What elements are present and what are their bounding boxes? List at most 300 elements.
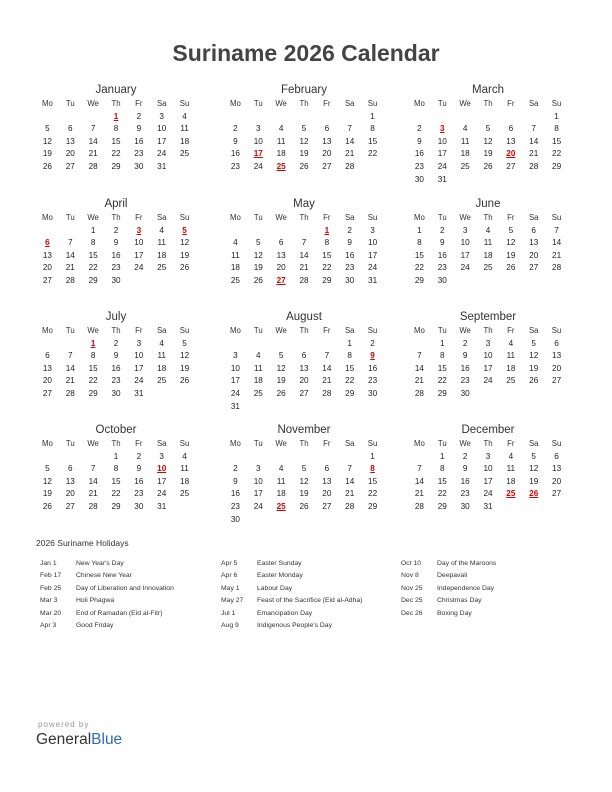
- holiday-item: [40, 558, 220, 570]
- weekday-header: Sa: [156, 326, 167, 335]
- day-cell: 16: [134, 476, 144, 486]
- day-cell: 18: [506, 476, 516, 486]
- day-cell: 12: [253, 250, 263, 260]
- day-cell: 28: [65, 275, 75, 285]
- month-days-grid: [224, 438, 384, 526]
- day-cell: 23: [134, 149, 144, 159]
- day-cell: 26: [506, 263, 516, 273]
- weekday-header: Fr: [507, 326, 515, 335]
- empty-day-cell: [224, 451, 247, 464]
- day-cell: 7: [347, 464, 352, 474]
- day-cell: 2: [417, 124, 422, 134]
- weekday-header: Mo: [414, 326, 425, 335]
- day-cell: 11: [180, 124, 189, 134]
- day-cell: 16: [230, 489, 240, 499]
- day-cell: 29: [88, 388, 98, 398]
- day-cell: 8: [370, 124, 375, 134]
- day-cell: 31: [157, 161, 167, 171]
- month-days-grid: [408, 438, 568, 514]
- day-cell: 24: [157, 489, 167, 499]
- month-name: November: [277, 424, 331, 436]
- empty-day-cell: [522, 111, 545, 124]
- month-days-grid: [224, 325, 384, 413]
- day-cell: 10: [230, 363, 240, 373]
- day-cell: 24: [230, 388, 240, 398]
- day-cell: 28: [88, 161, 98, 171]
- holiday-date: Dec 25: [401, 597, 423, 605]
- day-cell: 25: [230, 275, 240, 285]
- weekday-header: Mo: [414, 439, 425, 448]
- empty-day-cell: [270, 338, 293, 351]
- day-cell: 30: [345, 275, 355, 285]
- weekday-header: Mo: [230, 326, 241, 335]
- day-cell: 30: [368, 388, 378, 398]
- day-cell: 22: [88, 376, 98, 386]
- holiday-item: [221, 558, 401, 570]
- day-cell: 30: [414, 174, 424, 184]
- day-cell: 8: [90, 351, 96, 361]
- month-name: October: [95, 424, 137, 436]
- day-cell: 13: [529, 238, 539, 248]
- day-cell: 28: [414, 501, 424, 511]
- holiday-name: Easter Sunday: [257, 560, 302, 567]
- day-cell: 15: [345, 363, 355, 373]
- weekday-header: Sa: [344, 326, 355, 335]
- weekday-header: Su: [551, 213, 562, 222]
- weekday-header: Tu: [437, 213, 447, 222]
- day-cell: 4: [182, 451, 187, 461]
- weekday-header: We: [87, 99, 99, 108]
- empty-day-cell: [293, 111, 316, 124]
- month-name: April: [104, 198, 128, 210]
- day-cell: 20: [552, 363, 562, 373]
- day-cell: 18: [157, 363, 167, 373]
- holiday-name: Labour Day: [257, 584, 293, 592]
- day-cell: 8: [417, 238, 422, 248]
- day-cell: 15: [111, 476, 121, 486]
- day-cell: 2: [233, 464, 238, 474]
- day-cell: 19: [529, 363, 539, 373]
- weekday-header: Su: [179, 439, 190, 448]
- day-cell: 10: [368, 238, 378, 248]
- empty-day-cell: [82, 111, 105, 124]
- day-cell: 30: [111, 275, 121, 285]
- empty-day-cell: [247, 451, 270, 464]
- weekday-header: We: [87, 439, 99, 448]
- empty-day-cell: [499, 111, 522, 124]
- day-cell: 5: [301, 464, 307, 474]
- empty-day-cell: [408, 338, 431, 351]
- day-cell: 16: [460, 476, 470, 486]
- empty-day-cell: [431, 111, 454, 124]
- day-cell: 27: [552, 376, 562, 386]
- day-cell: 15: [368, 136, 378, 146]
- day-cell: 7: [417, 351, 422, 361]
- weekday-header: Sa: [156, 213, 167, 222]
- day-cell: 24: [460, 263, 470, 273]
- empty-day-cell: [338, 451, 361, 464]
- day-cell: 21: [345, 149, 355, 159]
- day-cell: 27: [529, 263, 539, 273]
- holiday-name: Deepavali: [437, 572, 468, 580]
- holiday-date: Nov 8: [401, 572, 419, 580]
- day-cell: 19: [483, 149, 493, 159]
- month-october: [36, 423, 196, 514]
- weekday-header: We: [459, 213, 471, 222]
- day-cell: 6: [278, 238, 284, 248]
- day-cell: 7: [90, 124, 96, 134]
- day-cell: 8: [90, 238, 96, 248]
- day-cell: 27: [299, 388, 309, 398]
- day-cell: 16: [111, 363, 121, 373]
- day-cell: 5: [45, 464, 50, 474]
- day-cell: 30: [460, 388, 470, 398]
- weekday-header: Sa: [528, 439, 539, 448]
- day-cell: 9: [439, 238, 445, 248]
- empty-day-cell: [270, 111, 293, 124]
- day-cell: 28: [322, 388, 332, 398]
- holiday-day-cell: 1: [324, 225, 330, 235]
- day-cell: 22: [368, 149, 378, 159]
- holidays-title: 2026 Suriname Holidays: [36, 538, 129, 548]
- weekday-header: Tu: [65, 439, 75, 448]
- weekday-header: Th: [483, 439, 493, 448]
- day-cell: 11: [460, 136, 470, 146]
- day-cell: 17: [437, 149, 447, 159]
- month-september: [408, 310, 568, 401]
- weekday-header: We: [275, 439, 287, 448]
- month-january: [36, 83, 196, 174]
- day-cell: 14: [65, 363, 75, 373]
- month-name: January: [95, 84, 137, 96]
- generalblue-logo[interactable]: [36, 731, 122, 749]
- day-cell: 9: [233, 136, 238, 146]
- day-cell: 2: [370, 338, 375, 348]
- day-cell: 19: [253, 263, 263, 273]
- day-cell: 12: [299, 476, 309, 486]
- day-cell: 30: [460, 501, 470, 511]
- empty-day-cell: [315, 111, 338, 124]
- day-cell: 14: [88, 476, 98, 486]
- month-days-grid: [36, 438, 196, 514]
- day-cell: 4: [233, 238, 238, 248]
- holiday-name: Holi Phagwa: [76, 597, 115, 605]
- day-cell: 14: [345, 136, 355, 146]
- day-cell: 1: [113, 451, 119, 461]
- day-cell: 1: [439, 338, 445, 348]
- month-name: August: [286, 311, 322, 323]
- day-cell: 5: [508, 225, 514, 235]
- day-cell: 4: [462, 124, 468, 134]
- holiday-date: Oct 10: [401, 560, 422, 567]
- day-cell: 22: [368, 489, 378, 499]
- day-cell: 14: [529, 136, 539, 146]
- day-cell: 10: [460, 238, 470, 248]
- day-cell: 24: [483, 489, 493, 499]
- day-cell: 2: [136, 111, 142, 121]
- weekday-header: Mo: [414, 213, 425, 222]
- day-cell: 6: [554, 451, 559, 461]
- day-cell: 22: [552, 149, 562, 159]
- day-cell: 4: [159, 338, 164, 348]
- month-name: December: [461, 424, 515, 436]
- weekday-header: Th: [111, 99, 121, 108]
- weekday-header: Th: [299, 99, 309, 108]
- day-cell: 29: [88, 275, 98, 285]
- holiday-name: Day of Liberation and Innovation: [76, 584, 174, 592]
- weekday-header: Mo: [42, 326, 53, 335]
- empty-day-cell: [293, 225, 316, 238]
- day-cell: 14: [299, 250, 309, 260]
- day-cell: 7: [67, 238, 73, 248]
- holiday-date: Feb 17: [40, 572, 62, 580]
- day-cell: 30: [437, 275, 447, 285]
- holiday-item: [40, 608, 220, 620]
- weekday-header: Tu: [65, 99, 75, 108]
- day-cell: 24: [157, 149, 167, 159]
- day-cell: 2: [462, 451, 468, 461]
- day-cell: 26: [299, 501, 309, 511]
- day-cell: 4: [255, 351, 261, 361]
- month-name: September: [459, 311, 517, 323]
- weekday-header: Fr: [135, 213, 143, 222]
- day-cell: 18: [180, 476, 190, 486]
- day-cell: 29: [437, 388, 447, 398]
- day-cell: 24: [253, 161, 263, 171]
- day-cell: 25: [157, 376, 167, 386]
- day-cell: 19: [42, 149, 52, 159]
- weekday-header: Fr: [323, 99, 331, 108]
- day-cell: 19: [180, 250, 190, 260]
- day-cell: 30: [230, 514, 240, 524]
- day-cell: 7: [347, 124, 352, 134]
- day-cell: 20: [322, 489, 332, 499]
- day-cell: 26: [42, 501, 52, 511]
- month-november: [224, 423, 384, 526]
- day-cell: 22: [437, 376, 447, 386]
- day-cell: 31: [483, 501, 493, 511]
- day-cell: 15: [111, 136, 121, 146]
- day-cell: 18: [180, 136, 190, 146]
- day-cell: 22: [437, 489, 447, 499]
- day-cell: 3: [159, 451, 164, 461]
- month-days-grid: [408, 98, 568, 186]
- day-cell: 16: [368, 363, 378, 373]
- day-cell: 8: [439, 464, 445, 474]
- empty-day-cell: [59, 111, 82, 124]
- day-cell: 20: [65, 149, 75, 159]
- day-cell: 19: [299, 489, 309, 499]
- day-cell: 6: [508, 124, 514, 134]
- holiday-day-cell: 5: [182, 225, 187, 235]
- weekday-header: Tu: [253, 99, 263, 108]
- empty-day-cell: [247, 225, 270, 238]
- day-cell: 21: [88, 149, 98, 159]
- day-cell: 24: [134, 263, 144, 273]
- holiday-item: [221, 570, 401, 582]
- day-cell: 7: [90, 464, 96, 474]
- holiday-item: [221, 583, 401, 595]
- day-cell: 19: [42, 489, 52, 499]
- day-cell: 2: [462, 338, 468, 348]
- day-cell: 25: [157, 263, 167, 273]
- day-cell: 27: [42, 275, 52, 285]
- weekday-header: We: [459, 326, 471, 335]
- day-cell: 5: [531, 451, 536, 461]
- day-cell: 5: [485, 124, 491, 134]
- day-cell: 9: [233, 476, 238, 486]
- day-cell: 11: [231, 250, 240, 260]
- holiday-name: New Year's Day: [76, 560, 124, 567]
- day-cell: 21: [552, 250, 562, 260]
- holiday-date: May 27: [221, 597, 244, 605]
- day-cell: 3: [255, 464, 261, 474]
- day-cell: 13: [276, 250, 286, 260]
- day-cell: 2: [347, 225, 352, 235]
- day-cell: 12: [529, 464, 539, 474]
- empty-day-cell: [293, 338, 316, 351]
- month-march: [408, 83, 568, 186]
- day-cell: 26: [180, 376, 190, 386]
- day-cell: 30: [134, 501, 144, 511]
- empty-day-cell: [82, 451, 105, 464]
- day-cell: 17: [157, 136, 167, 146]
- day-cell: 16: [230, 149, 240, 159]
- day-cell: 10: [134, 351, 144, 361]
- weekday-header: Mo: [42, 99, 53, 108]
- month-days-grid: [36, 98, 196, 174]
- holiday-day-cell: 20: [506, 149, 516, 159]
- day-cell: 11: [157, 238, 166, 248]
- day-cell: 17: [134, 250, 144, 260]
- day-cell: 6: [531, 225, 536, 235]
- holiday-day-cell: 1: [90, 338, 96, 348]
- day-cell: 12: [483, 136, 493, 146]
- day-cell: 2: [439, 225, 445, 235]
- day-cell: 12: [180, 238, 190, 248]
- day-cell: 26: [42, 161, 52, 171]
- empty-day-cell: [408, 451, 431, 464]
- day-cell: 18: [253, 376, 263, 386]
- day-cell: 24: [368, 263, 378, 273]
- weekday-header: Mo: [42, 439, 53, 448]
- empty-day-cell: [338, 111, 361, 124]
- holiday-date: Apr 3: [40, 621, 57, 629]
- day-cell: 4: [182, 111, 187, 121]
- day-cell: 1: [439, 451, 445, 461]
- holiday-item: [40, 620, 220, 632]
- day-cell: 6: [67, 124, 73, 134]
- day-cell: 3: [159, 111, 164, 121]
- day-cell: 15: [437, 476, 447, 486]
- day-cell: 14: [322, 363, 332, 373]
- holiday-day-cell: 9: [370, 351, 375, 361]
- weekday-header: Th: [111, 213, 121, 222]
- day-cell: 22: [111, 489, 121, 499]
- holiday-day-cell: 6: [45, 238, 50, 248]
- day-cell: 17: [483, 363, 493, 373]
- holiday-date: Feb 25: [40, 584, 62, 592]
- day-cell: 1: [90, 225, 96, 235]
- day-cell: 22: [88, 263, 98, 273]
- day-cell: 23: [230, 501, 240, 511]
- powered-by-text: powered by: [38, 720, 90, 729]
- weekday-header: Th: [299, 326, 309, 335]
- weekday-header: Mo: [230, 99, 241, 108]
- day-cell: 19: [529, 476, 539, 486]
- day-cell: 28: [88, 501, 98, 511]
- day-cell: 4: [278, 464, 284, 474]
- day-cell: 13: [65, 476, 75, 486]
- day-cell: 16: [437, 250, 447, 260]
- month-may: [224, 197, 384, 288]
- day-cell: 5: [45, 124, 50, 134]
- day-cell: 18: [230, 263, 240, 273]
- holiday-name: Christmas Day: [437, 597, 482, 605]
- empty-day-cell: [59, 338, 82, 351]
- day-cell: 1: [347, 338, 352, 348]
- holiday-item: [401, 608, 581, 620]
- day-cell: 14: [552, 238, 562, 248]
- holiday-date: Apr 5: [221, 560, 238, 567]
- day-cell: 11: [254, 363, 263, 373]
- weekday-header: Sa: [344, 213, 355, 222]
- day-cell: 28: [414, 388, 424, 398]
- day-cell: 3: [462, 225, 468, 235]
- day-cell: 1: [370, 451, 375, 461]
- holiday-day-cell: 17: [253, 149, 263, 159]
- day-cell: 13: [65, 136, 75, 146]
- holiday-day-cell: 8: [370, 464, 375, 474]
- weekday-header: Mo: [230, 439, 241, 448]
- holiday-date: Aug 9: [221, 621, 239, 629]
- day-cell: 7: [67, 351, 73, 361]
- holiday-date: Apr 6: [221, 572, 238, 580]
- day-cell: 20: [42, 376, 52, 386]
- weekday-header: Su: [179, 213, 190, 222]
- day-cell: 15: [88, 250, 98, 260]
- day-cell: 31: [230, 401, 240, 411]
- holiday-name: Emancipation Day: [257, 609, 313, 617]
- month-days-grid: [224, 98, 384, 174]
- day-cell: 15: [414, 250, 424, 260]
- day-cell: 17: [368, 250, 378, 260]
- day-cell: 27: [65, 161, 75, 171]
- holiday-date: Jan 1: [40, 560, 57, 567]
- day-cell: 26: [483, 161, 493, 171]
- day-cell: 15: [322, 250, 332, 260]
- day-cell: 29: [368, 501, 378, 511]
- holiday-day-cell: 10: [157, 464, 167, 474]
- holiday-date: Jul 1: [221, 609, 236, 617]
- day-cell: 9: [113, 238, 119, 248]
- day-cell: 28: [345, 501, 355, 511]
- holiday-day-cell: 27: [276, 275, 286, 285]
- holiday-date: Nov 25: [401, 584, 423, 592]
- holiday-name: Indigenous People's Day: [257, 621, 332, 629]
- day-cell: 18: [157, 250, 167, 260]
- day-cell: 28: [552, 263, 562, 273]
- day-cell: 29: [111, 501, 121, 511]
- day-cell: 27: [65, 501, 75, 511]
- day-cell: 27: [322, 161, 332, 171]
- day-cell: 14: [88, 136, 98, 146]
- day-cell: 16: [111, 250, 121, 260]
- holiday-day-cell: 3: [439, 124, 445, 134]
- day-cell: 21: [65, 376, 75, 386]
- day-cell: 16: [414, 149, 424, 159]
- holiday-date: May 1: [221, 584, 240, 592]
